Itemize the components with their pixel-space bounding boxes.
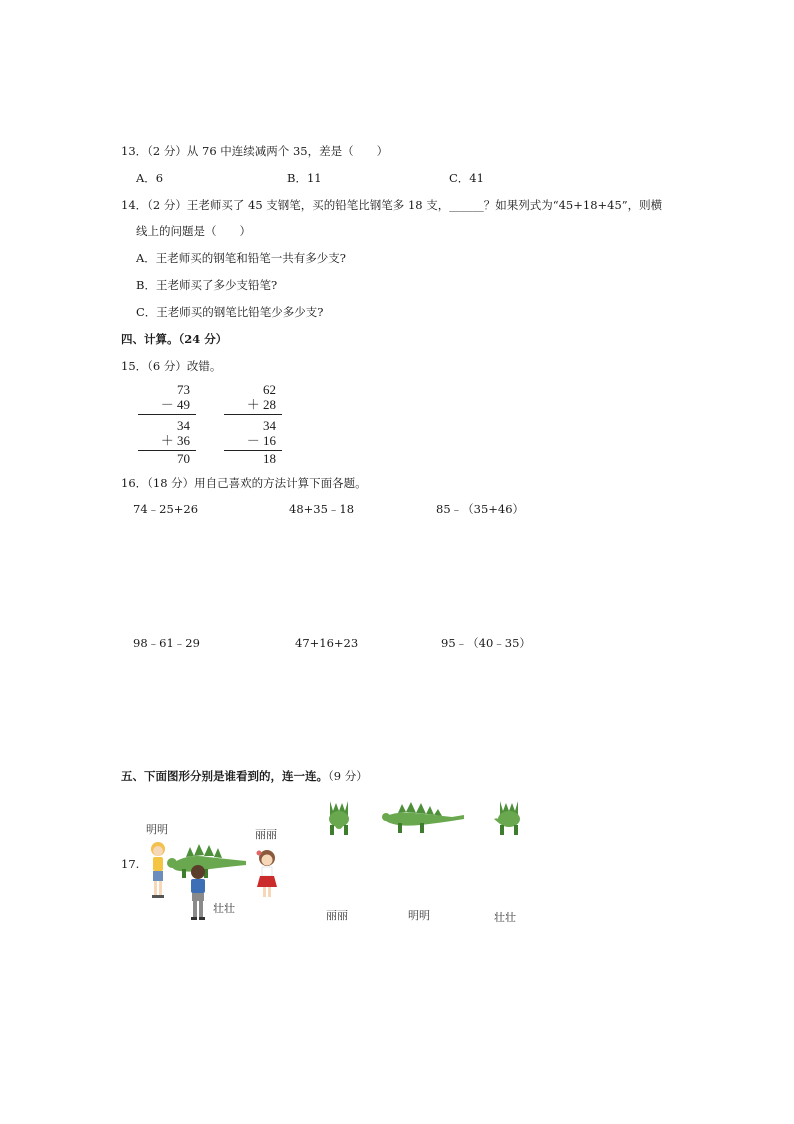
q17-figure: [146, 795, 526, 928]
calc-row: － 16: [246, 433, 276, 448]
calc-row: ＋ 28: [246, 397, 276, 412]
view-label-1: 丽丽: [326, 909, 348, 922]
q14-stem-line2: 线上的问题是（ ）: [136, 224, 251, 238]
calc-row: 70: [177, 451, 190, 466]
stegosaurus-icon: [494, 801, 520, 835]
q15-calc-right: [222, 382, 282, 464]
calc-rule: [224, 414, 282, 415]
q14-option-b[interactable]: B．王老师买了多少支铅笔?: [136, 278, 278, 292]
q17-number: 17.: [121, 857, 140, 871]
q16-expr: 85﹣（35+46）: [436, 502, 525, 516]
calc-row: 34: [263, 418, 276, 433]
boy-zhuangzhuang-icon: [191, 865, 205, 920]
q15-calc-left: [136, 382, 196, 464]
q14-stem-line1: 14．（2 分）王老师买了 45 支钢笔，买的铅笔比钢笔多 18 支，______？如果列式为“45+18+45”，则横: [121, 198, 663, 212]
q16-expr: 74﹣25+26: [133, 502, 199, 516]
section5-points: （9 分）: [328, 769, 368, 783]
q16-expr: 95﹣（40﹣35）: [441, 636, 531, 650]
calc-row: ＋ 36: [160, 433, 190, 448]
q16-expr: 47+16+23: [295, 636, 359, 650]
calc-rule: [138, 414, 196, 415]
scene-illustration: [146, 795, 286, 928]
label-zhuangzhuang: 壮壮: [213, 902, 235, 915]
q14-option-c[interactable]: C．王老师买的钢笔比铅笔少多少支?: [136, 305, 324, 319]
section5-title-text: 五、下面图形分别是谁看到的，连一连。: [121, 769, 328, 783]
q14-option-a[interactable]: A．王老师买的钢笔和铅笔一共有多少支?: [136, 251, 346, 265]
q13-option-b[interactable]: B．11: [287, 171, 322, 185]
q13-option-a[interactable]: A．6: [136, 171, 164, 185]
q13-stem: 13．（2 分）从 76 中连续减两个 35，差是（ ）: [121, 144, 389, 158]
boy-mingming-icon: [151, 842, 165, 898]
calc-row: 73: [177, 382, 190, 397]
girl-lili-icon: [257, 850, 278, 897]
label-lili: 丽丽: [255, 828, 277, 841]
calc-row: 34: [177, 418, 190, 433]
stegosaurus-icon: [167, 844, 246, 878]
dino-back-view: [492, 797, 524, 839]
q16-expr: 98﹣61﹣29: [133, 636, 200, 650]
section4-title: 四、计算。（24 分）: [121, 332, 228, 346]
q16-expr: 48+35﹣18: [289, 502, 355, 516]
calc-row: 62: [263, 382, 276, 397]
q15-stem: 15．（6 分）改错。: [121, 359, 222, 373]
stegosaurus-icon: [329, 801, 349, 835]
q13-option-c[interactable]: C．41: [449, 171, 484, 185]
view-label-3: 壮壮: [494, 911, 516, 924]
view-label-2: 明明: [408, 909, 430, 922]
label-mingming: 明明: [146, 823, 168, 836]
dino-side-view: [380, 801, 466, 837]
section5-title: [121, 768, 368, 784]
dino-front-view-1: [324, 797, 354, 839]
calc-row: 18: [263, 451, 276, 466]
q16-stem: 16．（18 分）用自己喜欢的方法计算下面各题。: [121, 476, 367, 490]
stegosaurus-icon: [382, 802, 464, 833]
calc-row: － 49: [160, 397, 190, 412]
